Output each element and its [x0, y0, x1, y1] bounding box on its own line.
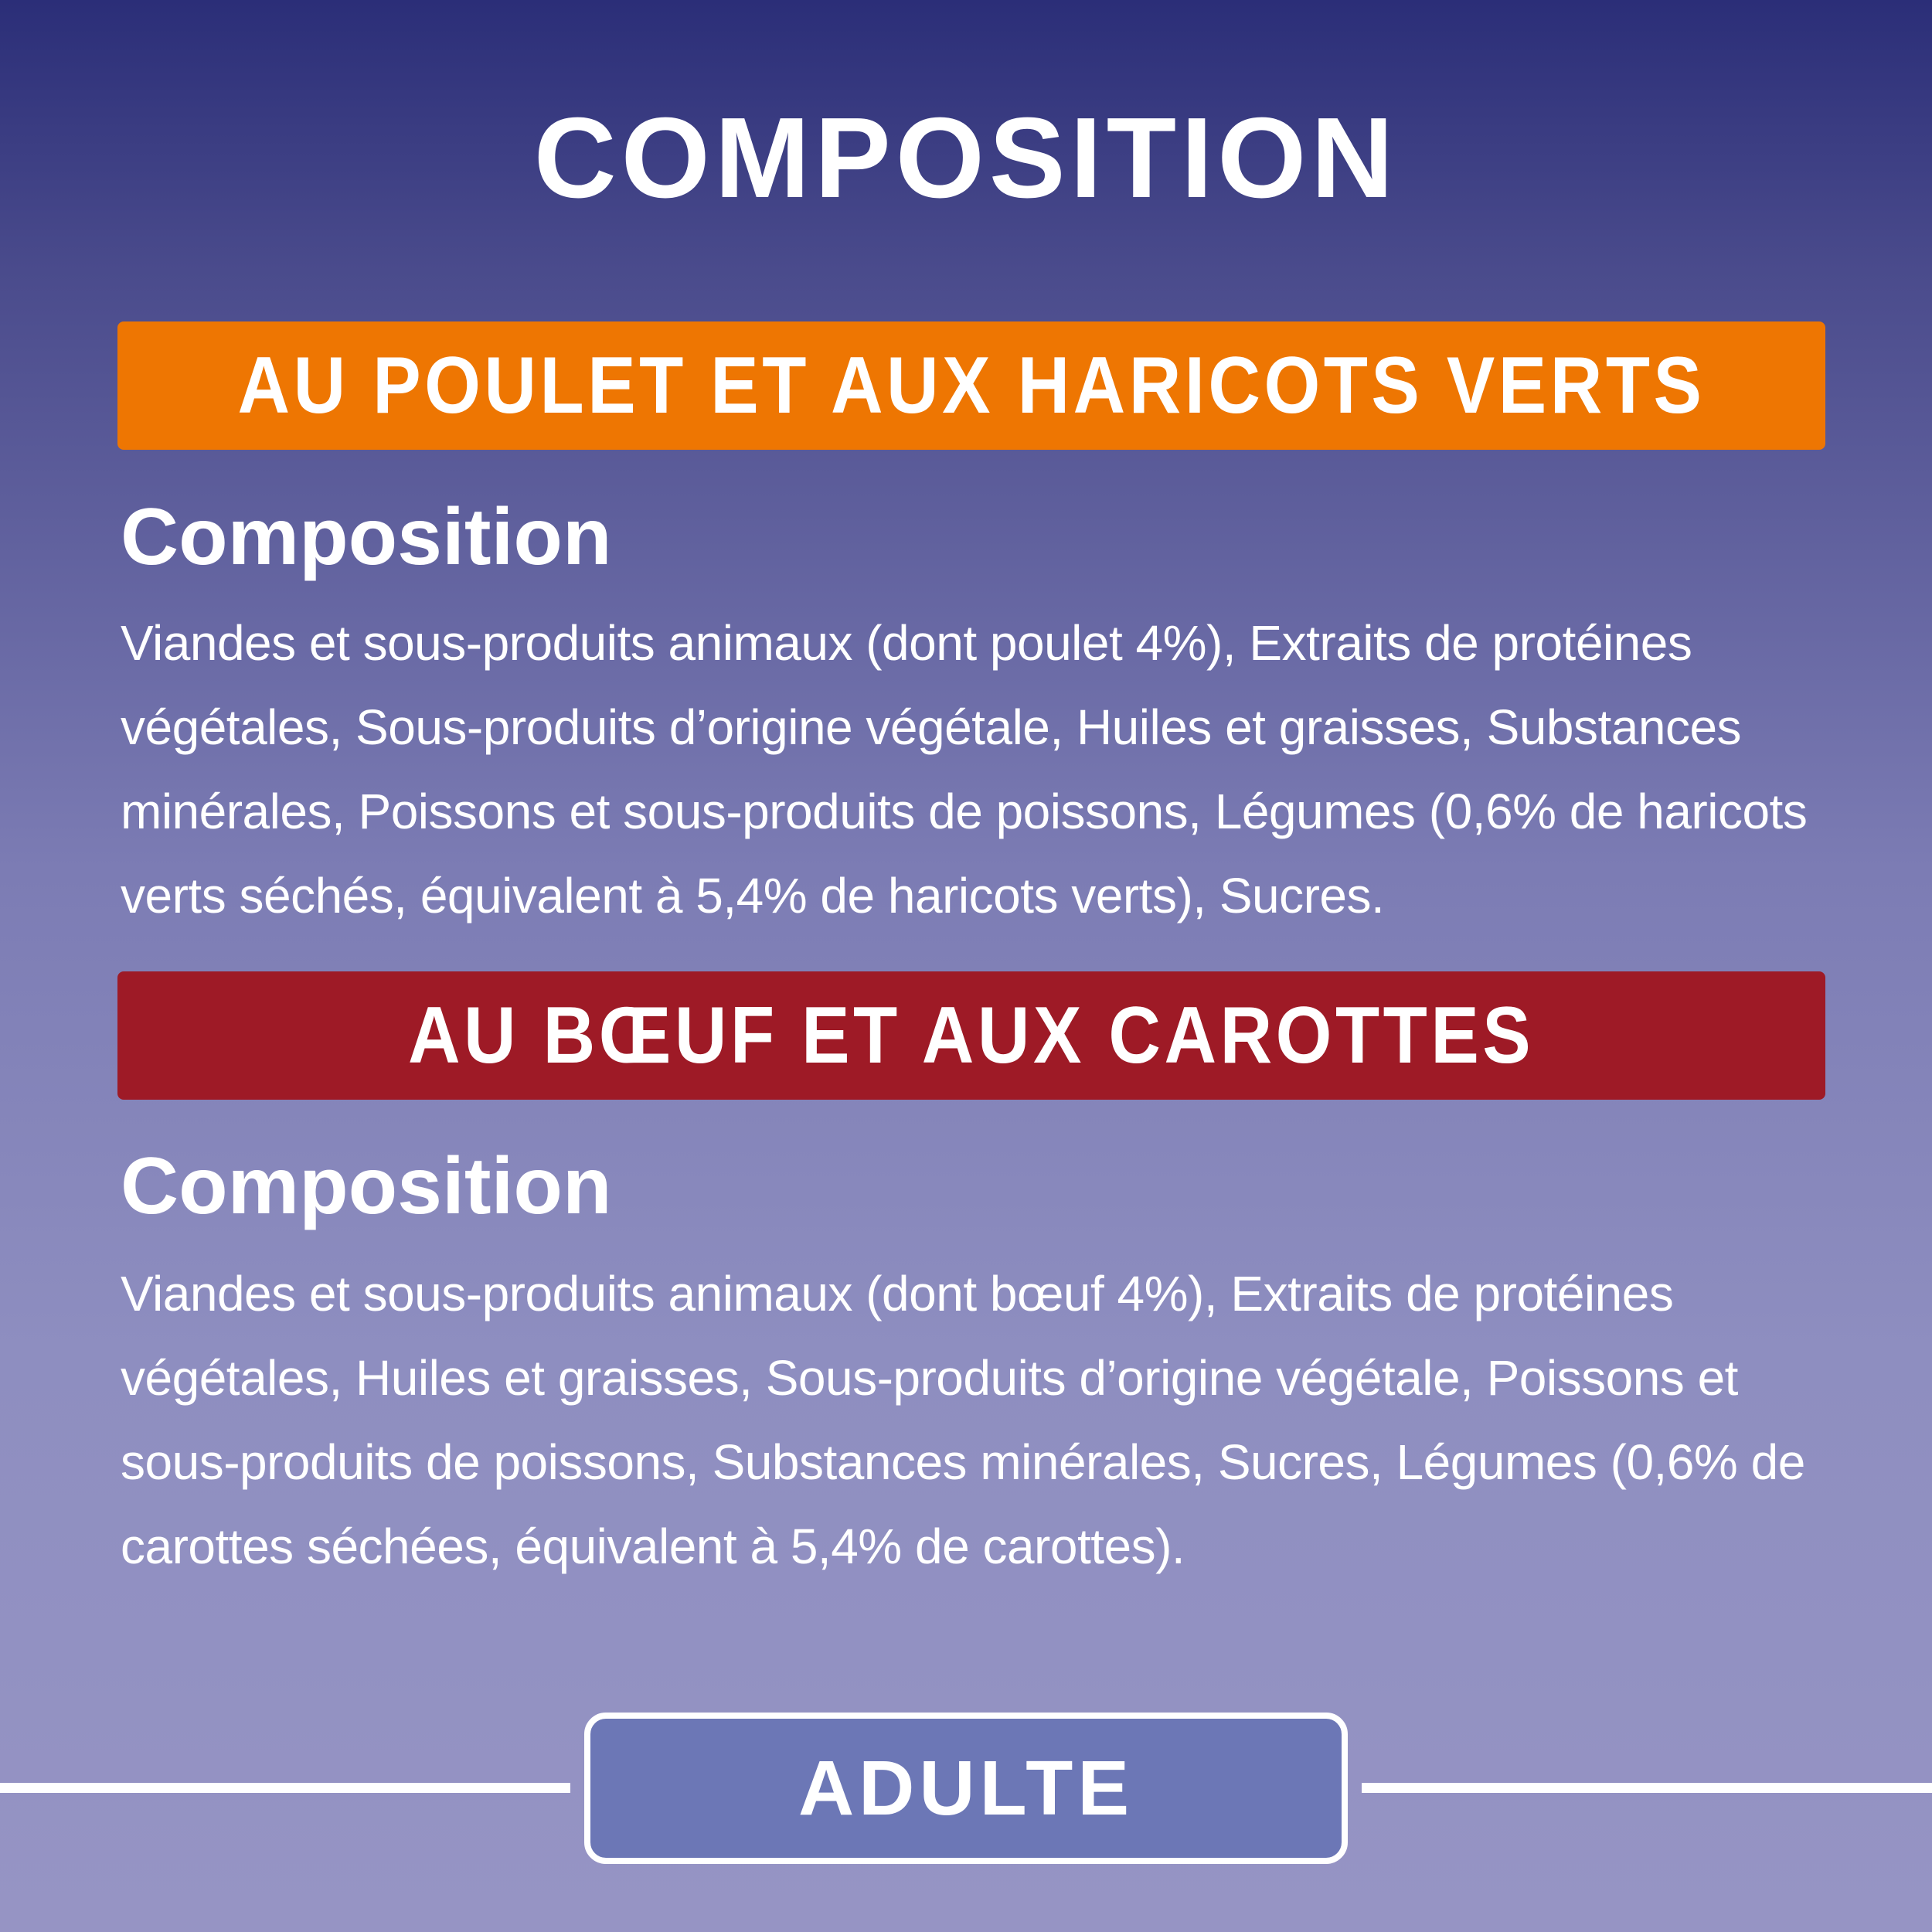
divider-right	[1362, 1783, 1932, 1793]
banner-beef-carrots	[117, 971, 1825, 1100]
composition-heading-chicken: Composition	[121, 492, 612, 582]
life-stage-badge: ADULTE	[584, 1713, 1348, 1864]
page-title: COMPOSITION	[533, 94, 1399, 222]
banner-beef-label: AU BŒUF ET AUX CAROTTES	[408, 990, 1535, 1080]
banner-chicken-label: AU POULET ET AUX HARICOTS VERTS	[237, 340, 1706, 430]
composition-text-beef: Viandes et sous-produits animaux (dont bœuf 4%), Extraits de protéines végétales, Huiles et graisses, Sous-produits d’origine végétale, Poissons et sous-produits de poissons, Substances minérales, Sucres, Légumes (0,6% de carottes séchées, équivalent à 5,4% de carottes).	[121, 1266, 1805, 1574]
divider-left	[0, 1783, 570, 1793]
composition-text-chicken: Viandes et sous-produits animaux (dont poulet 4%), Extraits de protéines végétales, Sous-produits d’origine végétale, Huiles et graisses, Substances minérales, Poissons et sous-produits de poissons, Légumes (0,6% de haricots verts séchés, équivalent à 5,4% de haricots verts), Sucres.	[121, 615, 1808, 923]
composition-heading-beef: Composition	[121, 1141, 612, 1231]
banner-chicken-green-beans	[117, 321, 1825, 450]
